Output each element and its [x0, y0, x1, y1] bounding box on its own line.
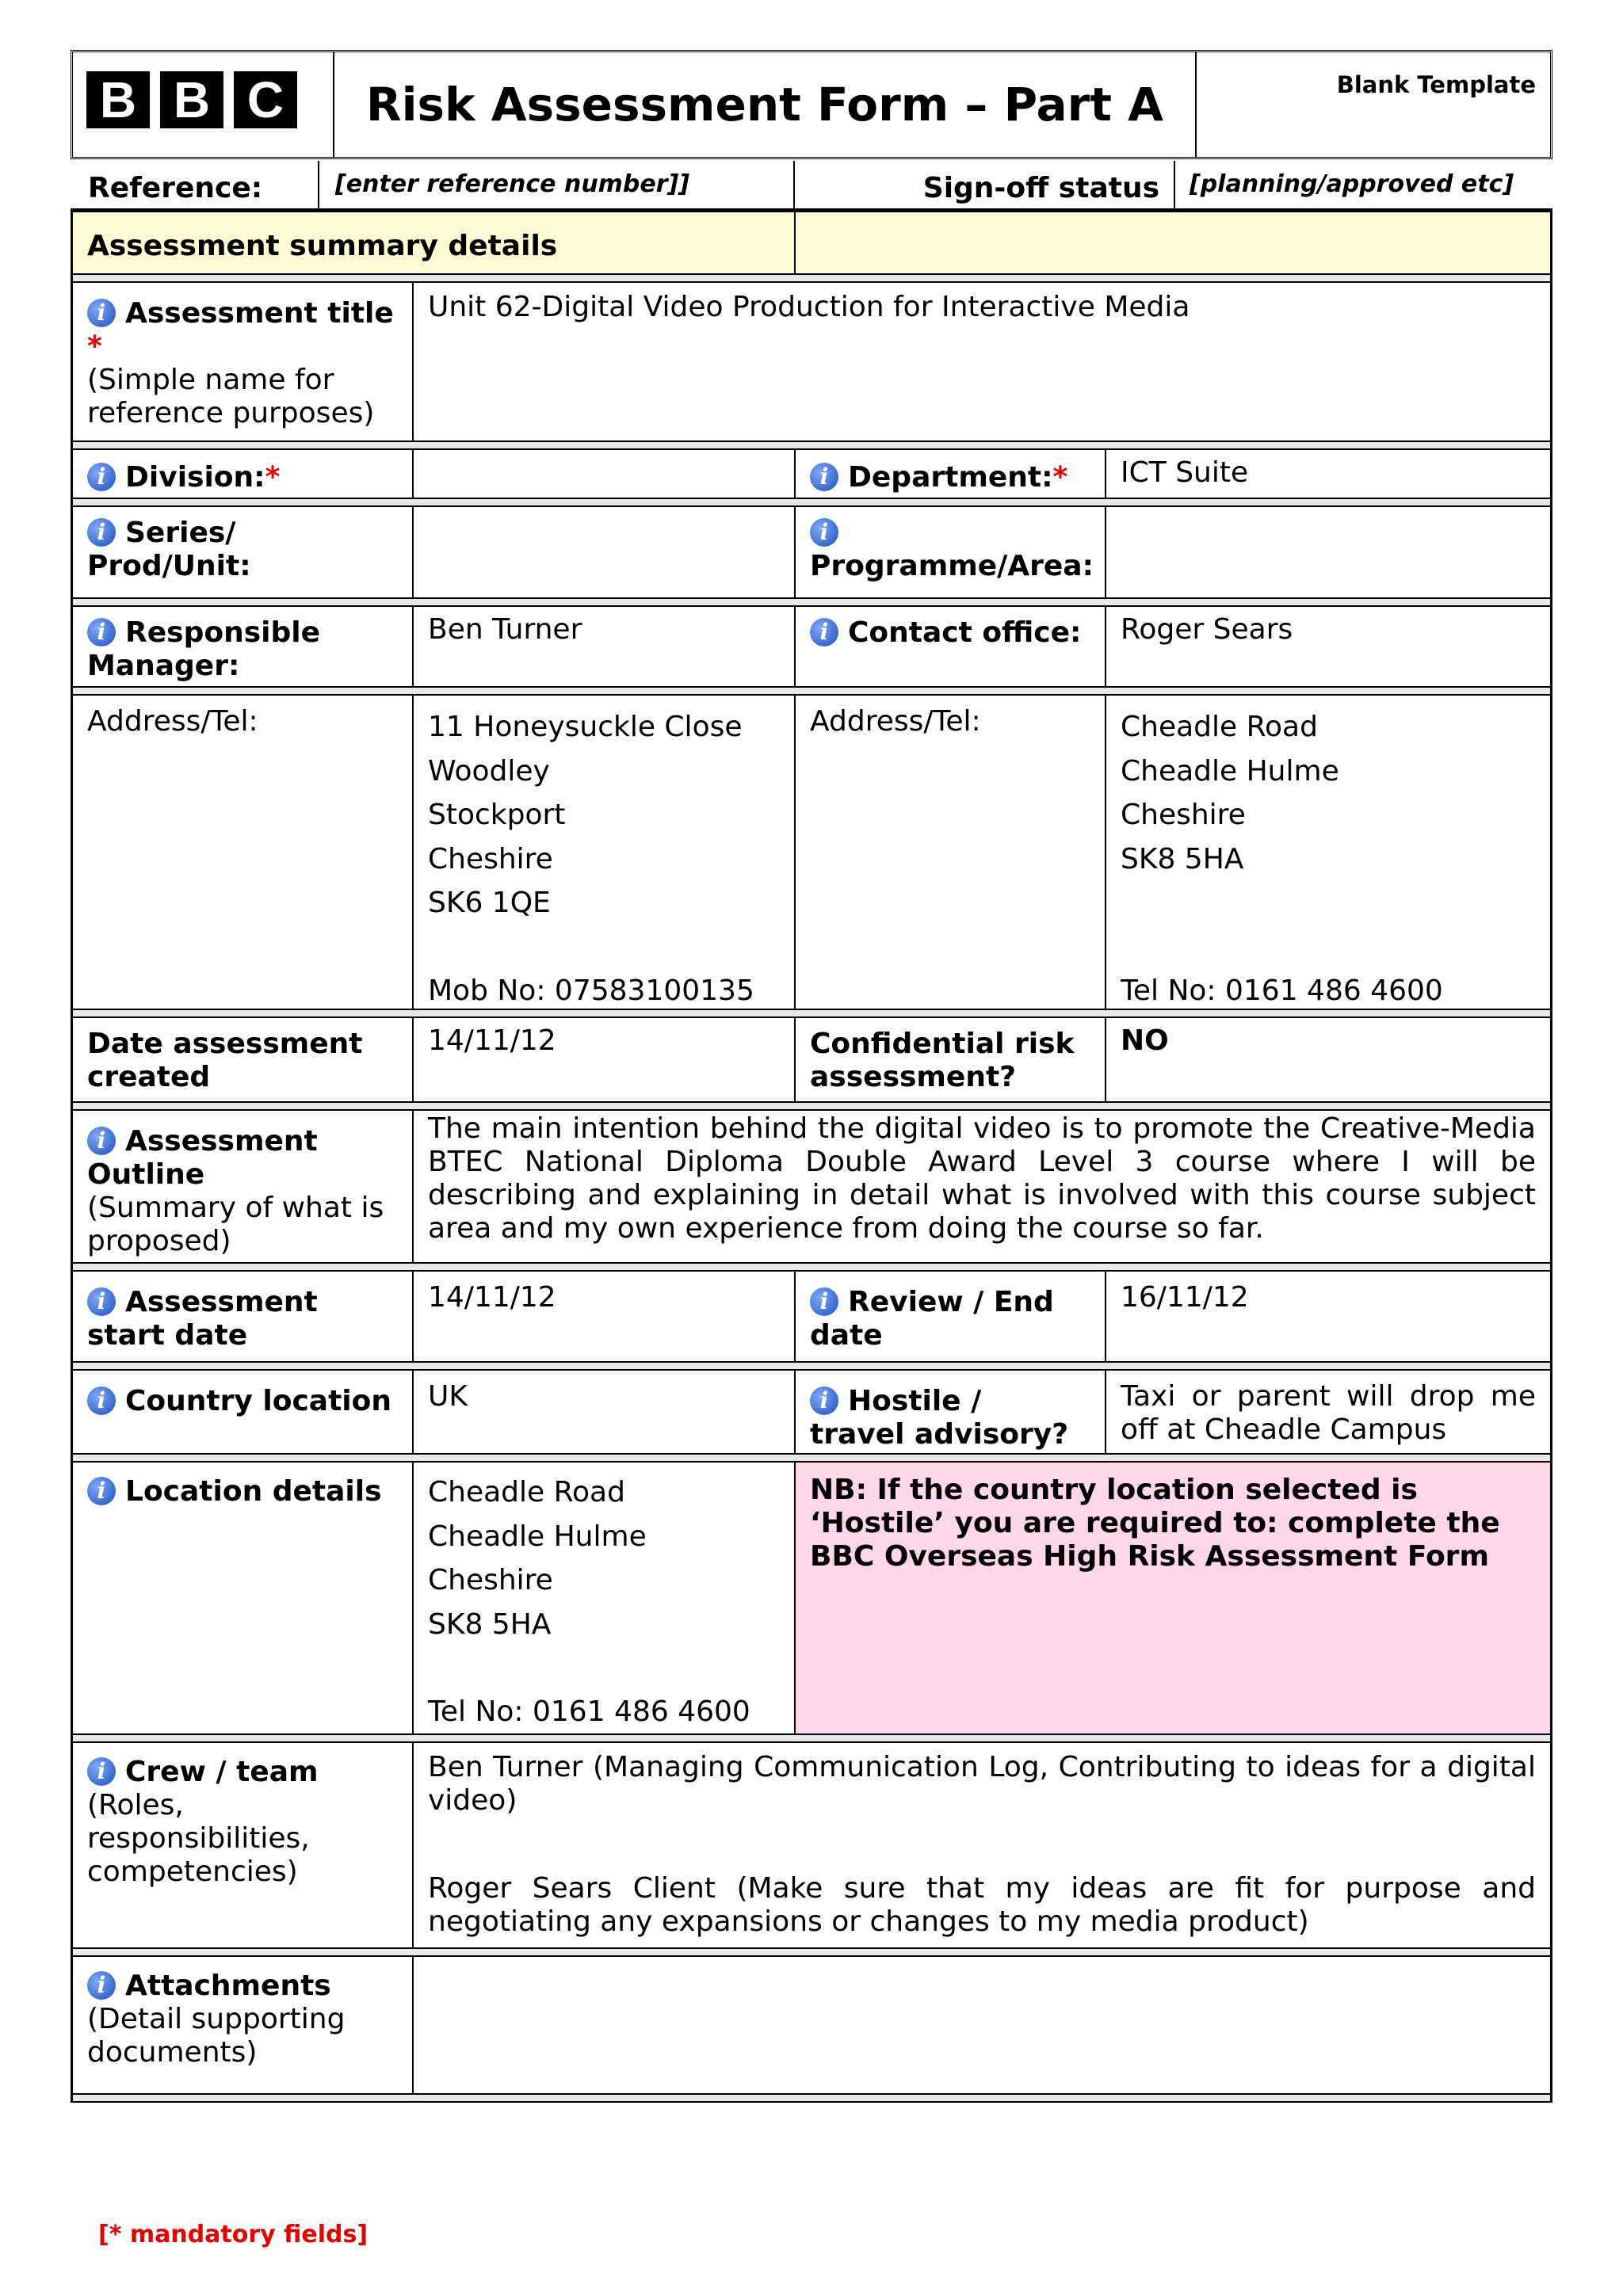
info-icon[interactable]: i	[87, 618, 116, 646]
required-mark: *	[265, 461, 281, 494]
series-label: Series/	[125, 517, 236, 549]
info-icon[interactable]: i	[87, 1386, 116, 1415]
end-date-label: Review / End	[848, 1286, 1054, 1318]
date-created-label-cell	[73, 1018, 412, 1094]
assessment-title-field[interactable]: Unit 62-Digital Video Production for Interactive Media	[428, 291, 1190, 323]
attachments-field[interactable]	[414, 1957, 1550, 1970]
info-icon[interactable]: i	[87, 1757, 116, 1786]
assessment-title-hint: (Simple name for reference purposes)	[87, 364, 375, 429]
crew-entry: Roger Sears Client (Make sure that my ideas are fit for purpose and negotiating any expansions or changes to my media product)	[428, 1872, 1536, 1938]
country-label-cell	[73, 1371, 412, 1418]
confidential-label-cell	[796, 1018, 1105, 1094]
address-line: Cheadle Road	[1121, 711, 1318, 743]
contact-office-field[interactable]: Roger Sears	[1121, 613, 1293, 646]
manager-address-label: Address/Tel:	[87, 705, 258, 738]
required-mark: *	[87, 330, 102, 363]
hostile-field[interactable]: Taxi or parent will drop me off at Cheadle Campus	[1121, 1380, 1536, 1446]
series-label-2: Prod/Unit:	[87, 550, 251, 582]
date-created-label: Date assessment	[87, 1028, 363, 1060]
office-phone: Tel No: 0161 486 4600	[1121, 974, 1443, 1007]
programme-field[interactable]	[1106, 507, 1550, 520]
manager-label: Responsible	[125, 616, 320, 649]
crew-entry: Ben Turner (Managing Communication Log, Contributing to ideas for a digital video)	[428, 1751, 1536, 1817]
address-line: SK8 5HA	[428, 1608, 552, 1641]
crew-field[interactable]	[414, 1743, 1550, 1939]
info-icon[interactable]: i	[87, 518, 116, 547]
confidential-label: Confidential risk	[810, 1028, 1075, 1060]
start-date-field[interactable]: 14/11/12	[428, 1281, 556, 1314]
division-row	[73, 450, 1550, 507]
outline-field[interactable]: The main intention behind the digital video is to promote the Creative-Media BTEC National Diploma Double Award Level 3 course where I will be describing and explaining in detail what is involved with this course subject area and my own experience from doing the course so far.	[428, 1112, 1536, 1245]
address-line: Cheshire	[428, 1564, 553, 1596]
attachments-label-cell	[73, 1957, 412, 2069]
manager-label-2: Manager:	[87, 650, 240, 682]
manager-field[interactable]: Ben Turner	[428, 613, 582, 646]
address-line: Cheshire	[1121, 799, 1246, 831]
info-icon[interactable]: i	[87, 463, 116, 491]
series-label-cell	[73, 507, 412, 583]
outline-hint: (Summary of what is proposed)	[87, 1192, 384, 1257]
logo-cell	[73, 52, 334, 157]
confidential-field[interactable]: NO	[1121, 1024, 1169, 1057]
summary-heading-row	[73, 212, 1550, 283]
department-label: Department:	[848, 461, 1053, 494]
address-row	[73, 696, 1550, 1018]
summary-heading: Assessment summary details	[87, 230, 558, 262]
location-label: Location details	[125, 1475, 382, 1508]
address-line: 11 Honeysuckle Close	[428, 711, 743, 743]
mandatory-note: [* mandatory fields]	[98, 2221, 369, 2248]
template-label: Blank Template	[1336, 71, 1536, 98]
address-line: Cheshire	[428, 842, 553, 875]
crew-hint: (Roles, responsibilities, competencies)	[87, 1789, 310, 1888]
address-line: SK8 5HA	[1121, 842, 1244, 875]
address-line: Cheadle Hulme	[1121, 754, 1339, 788]
division-field[interactable]	[414, 450, 794, 463]
assessment-title-label-cell	[73, 283, 412, 430]
confidential-label-2: assessment?	[810, 1061, 1017, 1093]
info-icon[interactable]: i	[87, 1477, 116, 1505]
required-mark: *	[1052, 461, 1068, 494]
division-label: Division:	[125, 461, 265, 494]
info-icon[interactable]: i	[810, 1386, 838, 1415]
date-created-field[interactable]: 14/11/12	[428, 1024, 556, 1057]
location-field[interactable]	[414, 1463, 794, 1734]
hostile-label-cell	[796, 1371, 1105, 1451]
attachments-label: Attachments	[125, 1970, 331, 2002]
start-date-label: Assessment	[125, 1286, 318, 1318]
outline-label: Assessment	[125, 1125, 318, 1158]
crew-label-cell	[73, 1743, 412, 1889]
assessment-title-label: Assessment title	[125, 297, 394, 330]
location-phone: Tel No: 0161 486 4600	[428, 1695, 750, 1728]
department-label-cell	[796, 450, 1105, 494]
hostile-label: Hostile /	[848, 1385, 982, 1417]
attachments-row	[73, 1957, 1550, 2103]
info-icon[interactable]: i	[87, 299, 116, 327]
series-field[interactable]	[414, 507, 794, 520]
hostile-label-2: travel advisory?	[810, 1418, 1069, 1451]
crew-label: Crew / team	[125, 1756, 319, 1788]
contact-office-label: Contact office:	[848, 616, 1082, 649]
info-icon[interactable]: i	[87, 1287, 116, 1316]
reference-input[interactable]: [enter reference number]]	[319, 161, 795, 208]
logo-letter: C	[234, 71, 297, 128]
location-row	[73, 1463, 1550, 1743]
country-label: Country location	[125, 1385, 391, 1417]
info-icon[interactable]: i	[810, 1287, 838, 1316]
info-icon[interactable]: i	[810, 618, 838, 646]
assessment-form	[71, 210, 1552, 2103]
office-address-field[interactable]	[1106, 696, 1550, 1013]
country-field[interactable]: UK	[428, 1380, 468, 1413]
address-line: Woodley	[428, 754, 550, 788]
info-icon[interactable]: i	[810, 518, 838, 547]
manager-address-field[interactable]	[414, 696, 794, 1013]
outline-label-2: Outline	[87, 1158, 205, 1191]
logo-letter: B	[86, 71, 150, 128]
department-field[interactable]: ICT Suite	[1121, 456, 1249, 489]
programme-label-cell	[796, 507, 1105, 583]
assessment-title-row	[73, 283, 1550, 450]
info-icon[interactable]: i	[87, 1127, 116, 1155]
attachments-hint: (Detail supporting documents)	[87, 2003, 346, 2069]
manager-label-cell	[73, 607, 412, 683]
info-icon[interactable]: i	[810, 463, 838, 491]
outline-label-cell	[73, 1111, 412, 1258]
date-created-row	[73, 1018, 1550, 1111]
end-date-label-2: date	[810, 1319, 883, 1352]
programme-label: Programme/Area:	[810, 550, 1094, 582]
bbc-logo	[86, 71, 297, 128]
office-address-label: Address/Tel:	[810, 705, 981, 738]
address-line: Cheadle Hulme	[428, 1520, 647, 1553]
reference-label: Reference:	[72, 161, 319, 208]
start-date-label-cell	[73, 1272, 412, 1352]
hostile-note: NB: If the country location selected is ‘Hostile’ you are required to: complete the BBC Overseas High Risk Assessment Form	[796, 1463, 1550, 1733]
series-row	[73, 507, 1550, 607]
manager-row	[73, 607, 1550, 696]
end-date-field[interactable]: 16/11/12	[1121, 1281, 1249, 1314]
country-row	[73, 1371, 1550, 1463]
info-icon[interactable]: i	[87, 1971, 116, 2000]
end-date-label-cell	[796, 1272, 1105, 1352]
form-header	[71, 50, 1552, 159]
division-label-cell	[73, 450, 412, 494]
outline-row	[73, 1111, 1550, 1272]
address-line: Cheadle Road	[428, 1476, 625, 1508]
reference-row	[72, 161, 1551, 208]
address-line: Stockport	[428, 799, 566, 831]
crew-row	[73, 1743, 1550, 1957]
logo-letter: B	[160, 71, 223, 128]
page-title: Risk Assessment Form – Part A	[334, 52, 1197, 157]
signoff-input[interactable]: [planning/approved etc]	[1190, 170, 1514, 198]
start-date-label-2: start date	[87, 1319, 248, 1352]
manager-phone: Mob No: 07583100135	[428, 974, 754, 1007]
date-created-label-2: created	[87, 1061, 211, 1093]
signoff-label: Sign-off status	[795, 161, 1175, 208]
address-line: SK6 1QE	[428, 887, 551, 919]
dates-row	[73, 1272, 1550, 1371]
location-label-cell	[73, 1463, 412, 1508]
contact-office-label-cell	[796, 607, 1105, 650]
